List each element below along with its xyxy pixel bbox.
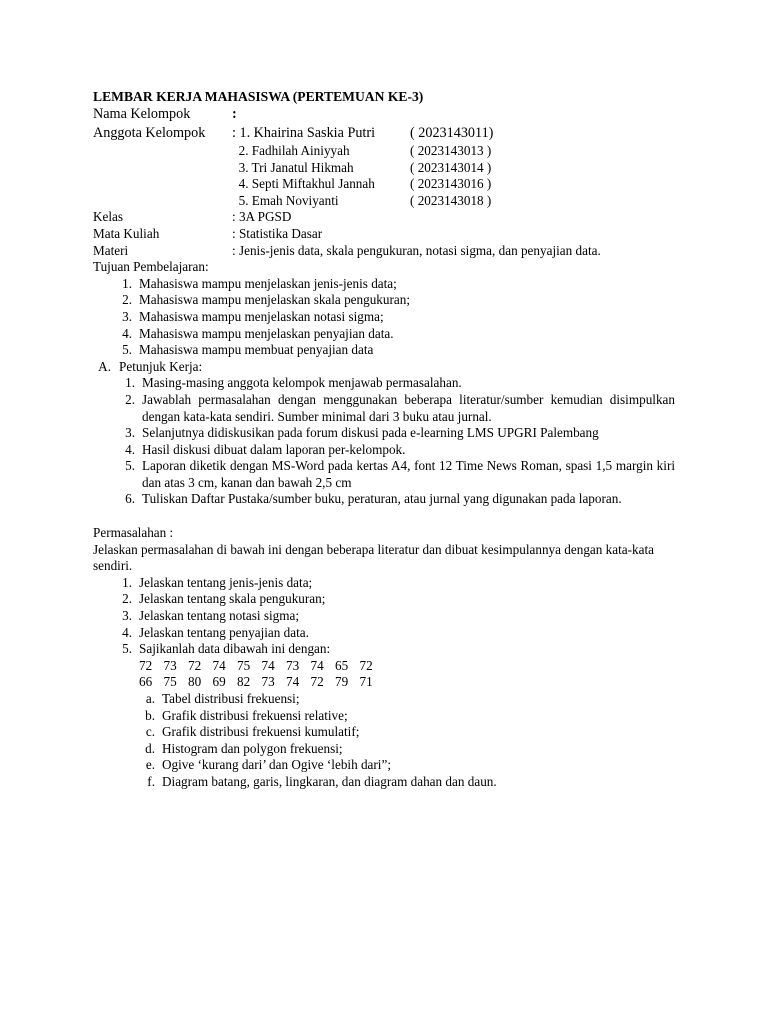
list-item: 5. Laporan diketik dengan MS-Word pada kertas A4, font 12 Time News Roman, spasi 1,5 margin kiri dan atas 3 cm, kanan dan bawah 2,5 cm (125, 458, 675, 490)
list-item: c. Grafik distribusi frekuensi kumulatif; (145, 724, 360, 740)
document-page (93, 88, 675, 791)
info-value: : 3A PGSD (232, 209, 292, 225)
list-item: 2. Jelaskan tentang skala pengukuran; (122, 591, 326, 607)
instructions-heading: Petunjuk Kerja: (119, 358, 203, 374)
info-label: Mata Kuliah (93, 225, 160, 241)
members-row-3 (93, 160, 675, 177)
instructions-list (93, 375, 675, 508)
info-material-row (93, 243, 675, 260)
list-item: 6. Tuliskan Daftar Pustaka/sumber buku, peraturan, atau jurnal yang digunakan pada laporan. (125, 491, 622, 507)
info-value: : Statistika Dasar (232, 225, 323, 241)
list-item: b. Grafik distribusi frekuensi relative; (145, 707, 348, 723)
list-item: f. Diagram batang, garis, lingkaran, dan diagram dahan dan daun. (147, 773, 497, 789)
members-row-4 (93, 176, 675, 193)
list-item: e. Ogive ‘kurang dari’ dan Ogive ‘lebih dari”; (145, 757, 391, 773)
group-name-row (93, 105, 675, 124)
document-title: LEMBAR KERJA MAHASISWA (PERTEMUAN KE-3) (93, 89, 424, 104)
data-values-row-2: 66 75 80 69 82 73 74 72 79 71 (139, 674, 373, 690)
member-name: 4. Septi Miftakhul Jannah (232, 176, 375, 192)
member-nim: ( 2023143016 ) (410, 176, 492, 192)
info-label: Kelas (93, 209, 124, 225)
objectives-heading: Tujuan Pembelajaran: (93, 259, 209, 275)
members-label: Anggota Kelompok (93, 125, 206, 141)
list-item: 3. Jelaskan tentang notasi sigma; (122, 608, 300, 624)
list-item: 1. Jelaskan tentang jenis-jenis data; (122, 574, 313, 590)
list-item: 4. Jelaskan tentang penyajian data. (122, 624, 309, 640)
list-item: a. Tabel distribusi frekuensi; (145, 691, 300, 706)
list-item: 3. Selanjutnya didiskusikan pada forum diskusi pada e-learning LMS UPGRI Palembang (125, 425, 599, 441)
list-item: 1. Masing-masing anggota kelompok menjawab permasalahan. (125, 375, 462, 391)
member-name: 2. Fadhilah Ainiyyah (232, 143, 350, 158)
info-course-row (93, 226, 675, 243)
member-name: 5. Emah Noviyanti (232, 192, 339, 208)
problems-intro: Jelaskan permasalahan di bawah ini dengan beberapa literatur dan dibuat kesimpulannya dengan kata-kata sendiri. (93, 541, 654, 574)
instructions-heading-row (93, 359, 675, 376)
list-item: 4. Hasil diskusi dibuat dalam laporan per-kelompok. (125, 441, 406, 457)
list-item: 1. Mahasiswa mampu menjelaskan jenis-jenis data; (122, 275, 397, 291)
members-row-2 (93, 143, 675, 160)
member-name: : 1. Khairina Saskia Putri (232, 125, 376, 141)
sub-items-list (93, 691, 675, 791)
section-marker: A. (98, 358, 111, 374)
members-row-1 (93, 124, 675, 143)
list-item: 4. Mahasiswa mampu menjelaskan penyajian data. (122, 325, 394, 341)
group-name-value: : (232, 106, 237, 122)
info-label: Materi (93, 242, 129, 258)
list-item: 3. Mahasiswa mampu menjelaskan notasi sigma; (122, 308, 384, 324)
group-name-label: Nama Kelompok (93, 106, 191, 122)
info-class-row (93, 209, 675, 226)
info-value: : Jenis-jenis data, skala pengukuran, notasi sigma, dan penyajian data. (232, 242, 601, 258)
data-values-row-1: 72 73 72 74 75 74 73 74 65 72 (139, 657, 373, 673)
list-item: d. Histogram dan polygon frekuensi; (145, 740, 343, 756)
member-nim: ( 2023143011) (410, 125, 494, 141)
member-name: 3. Tri Janatul Hikmah (232, 159, 354, 175)
list-item: 5. Mahasiswa mampu membuat penyajian data (122, 342, 374, 358)
problems-list (93, 575, 675, 658)
member-nim: ( 2023143013 ) (410, 143, 492, 158)
members-row-5 (93, 193, 675, 210)
list-item: 2. Mahasiswa mampu menjelaskan skala pengukuran; (122, 292, 411, 308)
member-nim: ( 2023143014 ) (410, 159, 492, 175)
objectives-list (93, 276, 675, 359)
list-item: 2. Jawablah permasalahan dengan menggunakan beberapa literatur/sumber kemudian disimpulkan dengan kata-kata sendiri. Sumber minimal dari 3 buku atau jurnal. (125, 391, 675, 424)
problems-heading: Permasalahan : (93, 525, 174, 541)
member-nim: ( 2023143018 ) (410, 192, 492, 208)
list-item: 5. Sajikanlah data dibawah ini dengan: (122, 641, 331, 657)
